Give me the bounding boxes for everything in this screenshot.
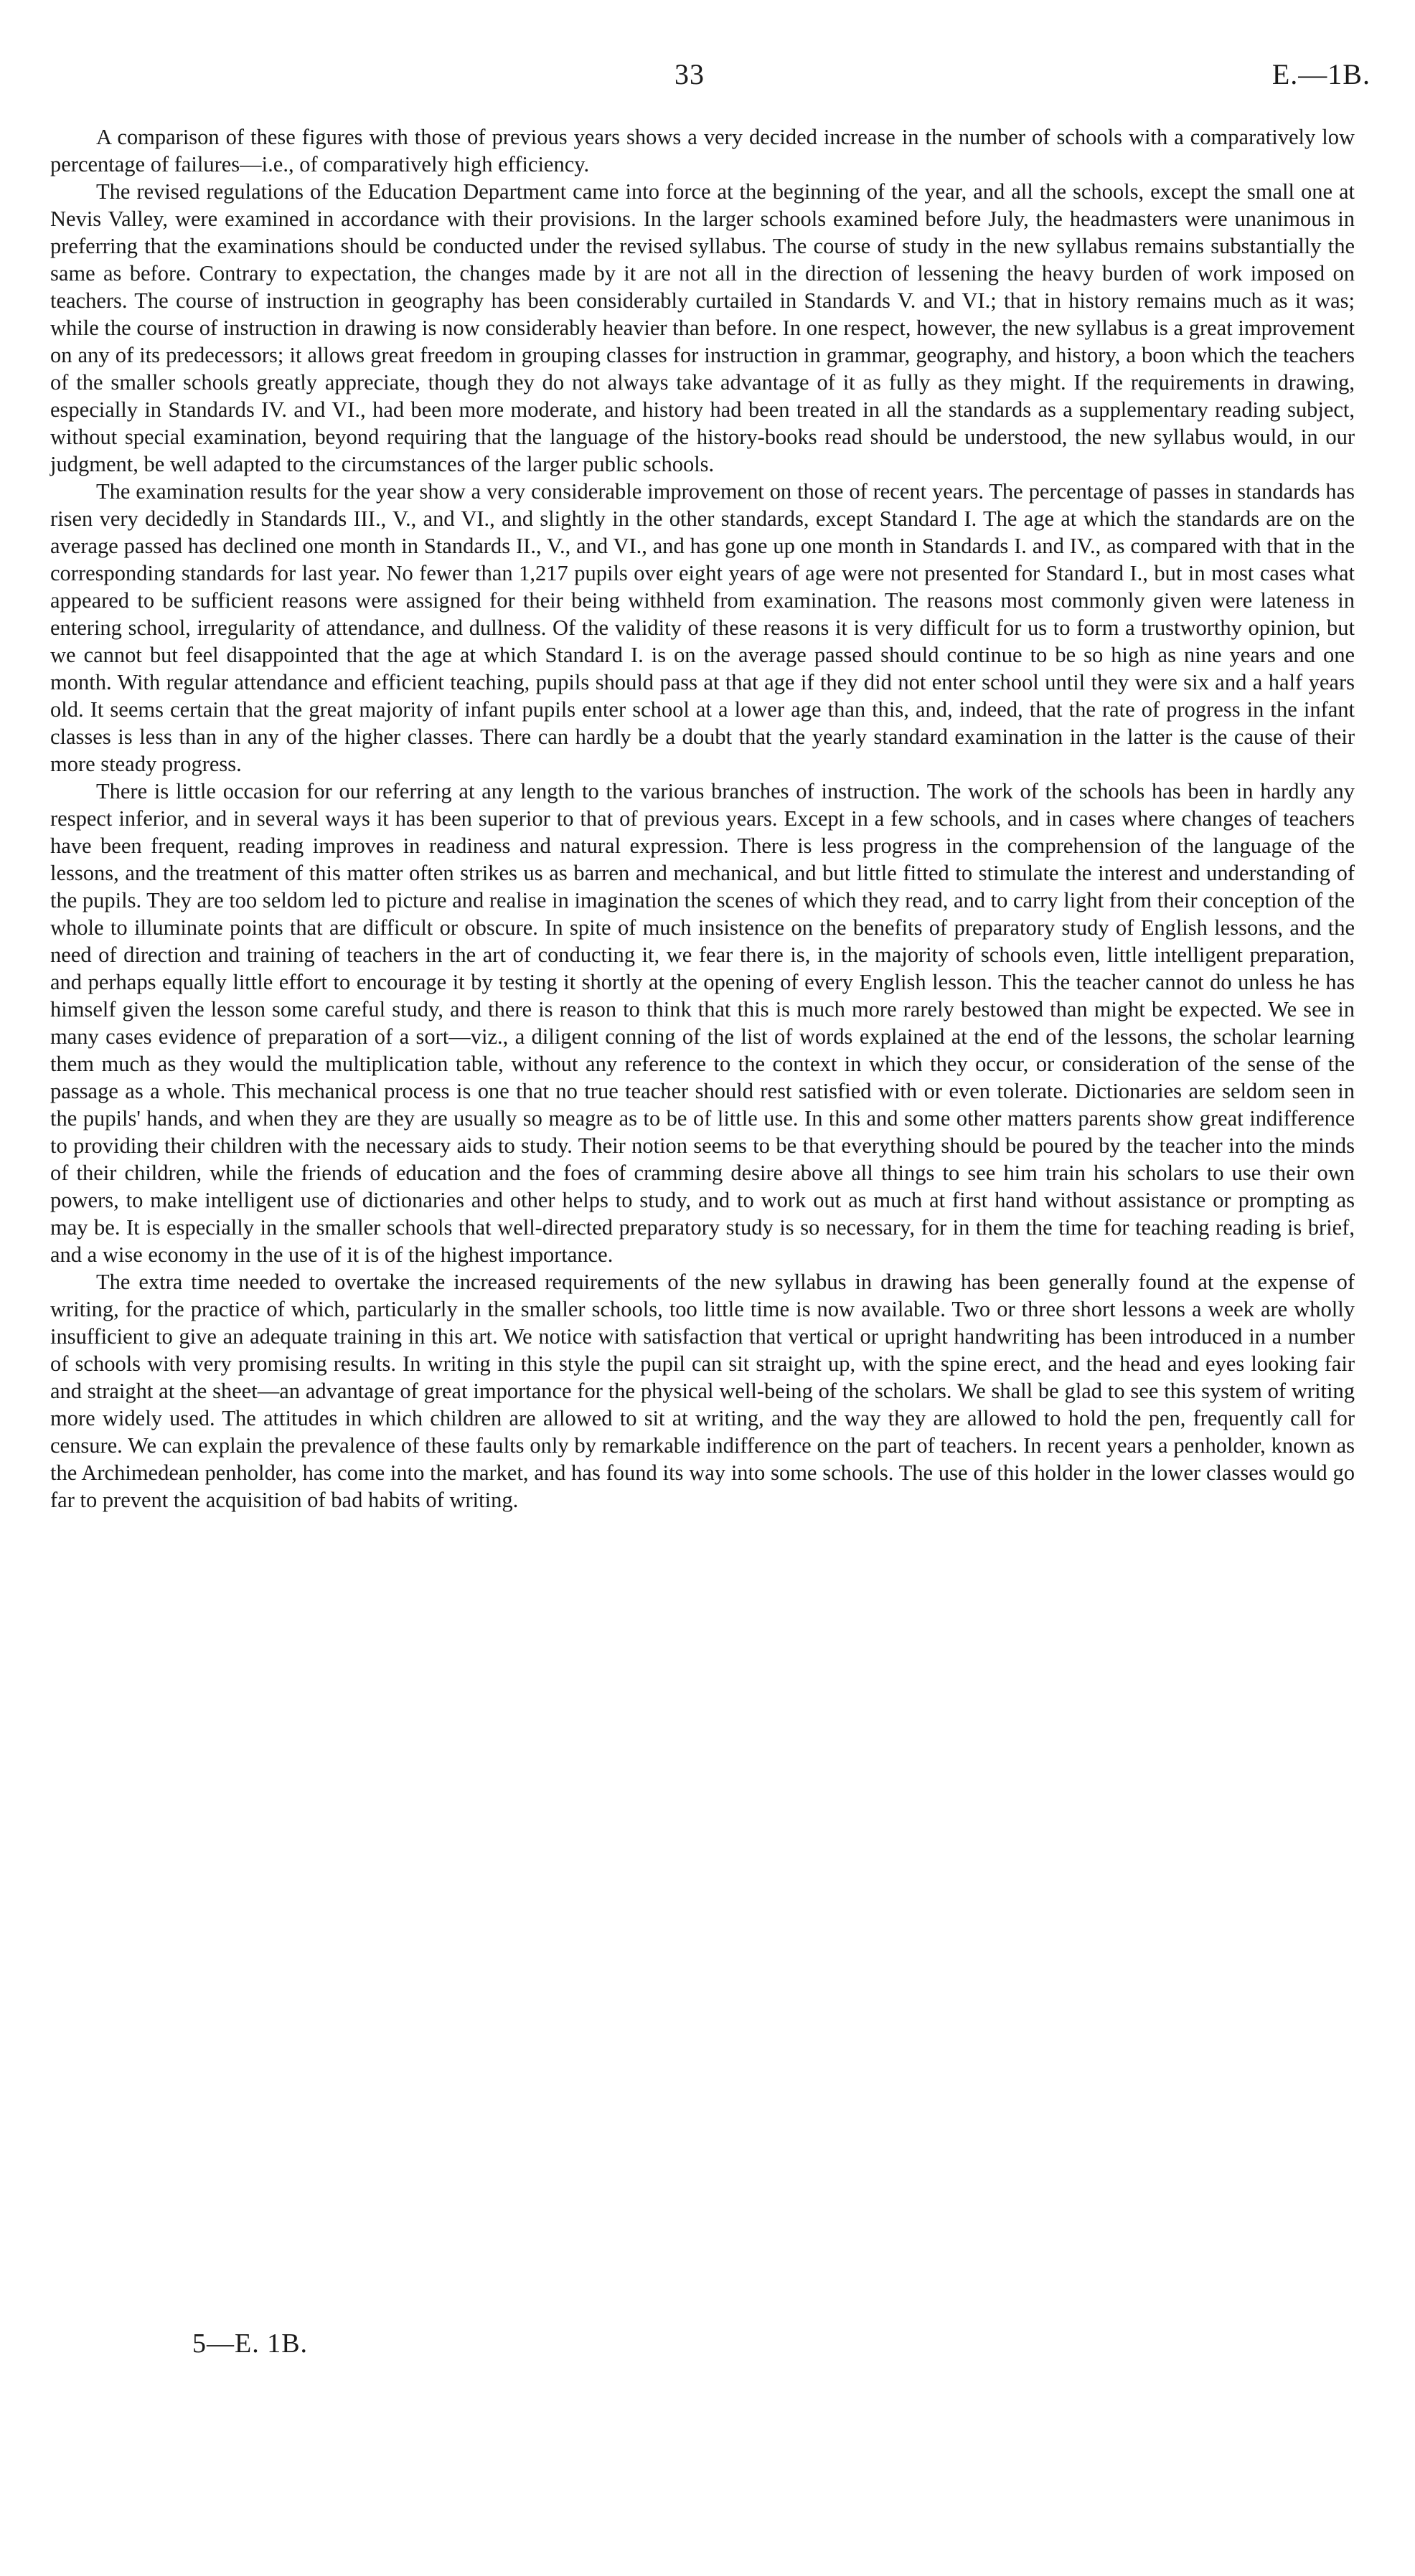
document-code: E.—1B. xyxy=(1271,58,1371,90)
signature-code: 5—E. 1B. xyxy=(192,2329,309,2359)
paragraph-examination-results: The examination results for the year show a very considerable improvement on those of recent years. The percentage of passes in standards has risen very decidedly in Standards III., V., and VI., and slightly in the other standards, except Standard I. The age at which the standards are on the average passed has declined one month in Standards II., V., and VI., and has gone up one month in Standards I. and IV., as compared with that in the corresponding standards for last year. No fewer than 1,217 pupils over eight years of age were not presented for Standard I., but in most cases what appeared to be sufficient reasons were assigned for their being withheld from examination. The reasons most commonly given were lateness in entering school, irregularity of attendance, and dullness. Of the validity of these reasons it is very difficult for us to form a trustworthy opinion, but we cannot but feel disappointed that the age at which Standard I. is on the average passed should continue to be so high as nine years and one month. With regular attendance and efficient teaching, pupils should pass at that age if they did not enter school until they were six and a half years old. It seems certain that the great majority of infant pupils enter school at a lower age than this, and, indeed, that the rate of progress in the infant classes is less than in any of the higher classes. There can hardly be a doubt that the yearly standard examination in the latter is the cause of their more steady progress. xyxy=(50,479,1355,776)
body-text xyxy=(50,123,1355,1514)
paragraph-branches-of-instruction: There is little occasion for our referring at any length to the various branches of instruction. The work of the schools has been in hardly any respect inferior, and in several ways it has been superior to that of previous years. Except in a few schools, and in cases where changes of teachers have been frequent, reading improves in readiness and natural expression. There is less progress in the comprehension of the language of the lessons, and the treatment of this matter often strikes us as barren and mechanical, and but little fitted to stimulate the interest and understanding of the pupils. They are too seldom led to picture and realise in imagination the scenes of which they read, and to carry light from their conception of the whole to illuminate points that are difficult or obscure. In spite of much insistence on the benefits of preparatory study of English lessons, and the need of direction and training of teachers in the art of conducting it, we fear there is, in the majority of schools even, little intelligent preparation, and perhaps equally little effort to encourage it by testing it shortly at the opening of every English lesson. This the teacher cannot do unless he has himself given the lesson some careful study, and there is reason to think that this is much more rarely bestowed than might be expected. We see in many cases evidence of preparation of a sort—viz., a diligent conning of the list of words explained at the end of the lessons, the scholar learning them much as they would the multiplication table, without any reference to the context in which they occur, or consideration of the sense of the passage as a whole. This mechanical process is one that no true teacher should rest satisfied with or even tolerate. Dictionaries are seldom seen in the pupils' hands, and when they are they are usually so meagre as to be of little use. In this and some other matters parents show great indifference to providing their children with the necessary aids to study. Their notion seems to be that everything should be poured by the teacher into the minds of their children, while the friends of education and the foes of cramming desire above all things to see him train his scholars to use their own powers, to make intelligent use of dictionaries and other helps to study, and to work out as much at first hand without assistance or prompting as may be. It is especially in the smaller schools that well-directed preparatory study is so necessary, for in them the time for teaching reading is brief, and a wise economy in the use of it is of the highest importance. xyxy=(50,779,1355,1267)
paragraph-comparison-of-figures: A comparison of these figures with those of previous years shows a very decided increase in the number of schools with a comparatively low percentage of failures—i.e., of comparatively high efficiency. xyxy=(50,125,1355,176)
paragraph-drawing-and-writing: The extra time needed to overtake the increased requirements of the new syllabus in drawing has been generally found at the expense of writing, for the practice of which, particularly in the smaller schools, too little time is now available. Two or three short lessons a week are wholly insufficient to give an adequate training in this art. We notice with satisfaction that vertical or upright handwriting has been introduced in a number of schools with very promising results. In writing in this style the pupil can sit straight up, with the spine erect, and the head and eyes looking fair and straight at the sheet—an advantage of great importance for the physical well-being of the scholars. We shall be glad to see this system of writing more widely used. The attitudes in which children are allowed to sit at writing, and the way they are allowed to hold the pen, frequently call for censure. We can explain the prevalence of these faults only by remarkable indifference on the part of teachers. In recent years a penholder, known as the Archimedean penholder, has come into the market, and has found its way into some schools. The use of this holder in the lower classes would go far to prevent the acquisition of bad habits of writing. xyxy=(50,1270,1355,1512)
paragraph-revised-regulations: The revised regulations of the Education Department came into force at the beginning of the year, and all the schools, except the small one at Nevis Valley, were examined in accordance with their provisions. In the larger schools examined before July, the headmasters were unanimous in preferring that the examinations should be conducted under the revised syllabus. The course of study in the new syllabus remains substantially the same as before. Contrary to expectation, the changes made by it are not all in the direction of lessening the heavy burden of work imposed on teachers. The course of instruction in geography has been considerably curtailed in Standards V. and VI.; that in history remains much as it was; while the course of instruction in drawing is now considerably heavier than before. In one respect, however, the new syllabus is a great improvement on any of its predecessors; it allows great freedom in grouping classes for instruction in grammar, geography, and history, a boon which the teachers of the smaller schools greatly appreciate, though they do not always take advantage of it as fully as they might. If the requirements in drawing, especially in Standards IV. and VI., had been more moderate, and history had been treated in all the standards as a supplementary reading subject, without special examination, beyond requiring that the language of the history-books read should be understood, the new syllabus would, in our judgment, be well adapted to the circumstances of the larger public schools. xyxy=(50,179,1355,476)
page-number: 33 xyxy=(674,58,705,90)
